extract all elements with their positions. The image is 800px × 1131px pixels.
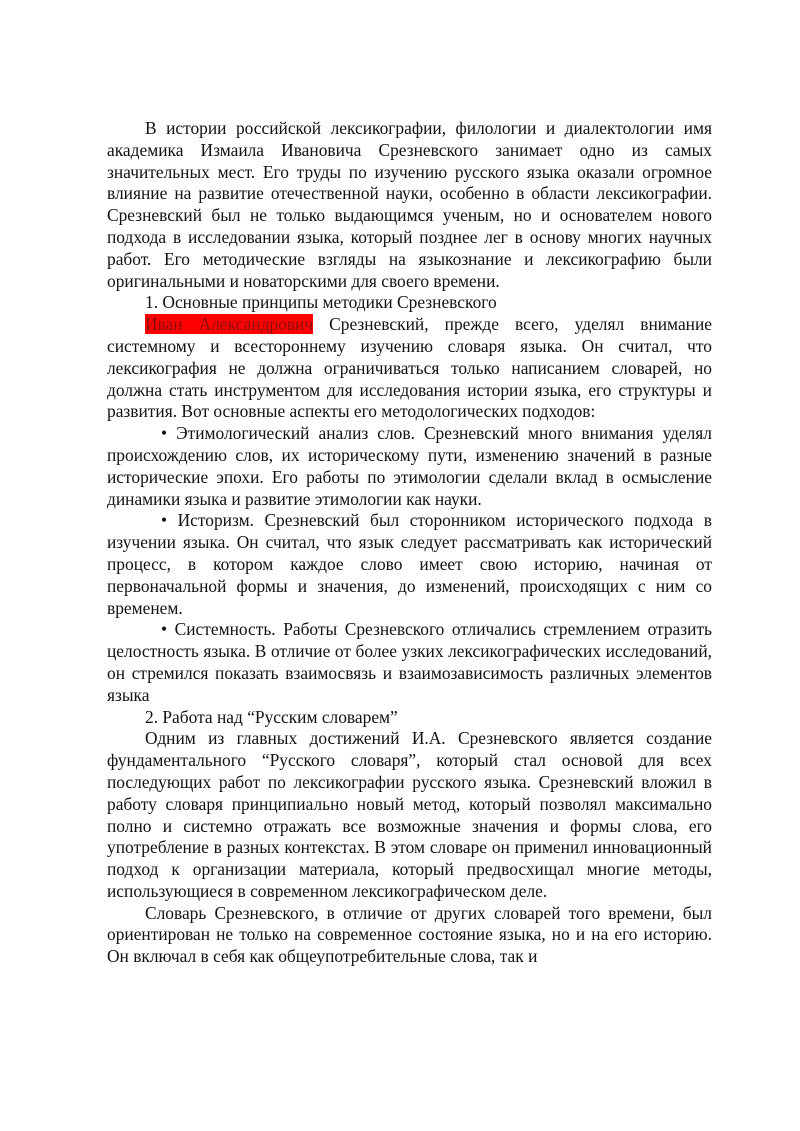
section-heading-1: 1. Основные принципы методики Срезневского — [145, 292, 497, 313]
bullet-historicism: • Историзм. Срезневский был сторонником исторического подхода в изучении языка. Он считал, что язык следует рассматривать как исторический процесс, в котором каждое слово имеет свою историю, начиная от первоначальной формы и значения, до изменений, происходящих с ним со временем. — [107, 510, 712, 618]
principles-paragraph — [107, 314, 712, 423]
document-page — [107, 118, 712, 968]
dictionary-paragraph: Одним из главных достижений И.А. Срезневского является создание фундаментального “Русского словаря”, который стал основой для всех последующих работ по лексикографии русского языка. Срезневский вложил в работу словаря принципиально новый метод, который позволял максимально полно и системно отражать все возможные значения и формы слова, его употребление в разных контекстах. В этом словаре он применил инновационный подход к организации материала, который предвосхищал многие методы, использующиеся в современном лексикографическом деле. — [107, 728, 712, 901]
section-heading-2: 2. Работа над “Русским словарем” — [145, 706, 398, 727]
intro-paragraph: В истории российской лексикографии, филологии и диалектологии имя академика Измаила Ивановича Срезневского занимает одно из самых значительных мест. Его труды по изучению русского языка оказали огромное влияние на развитие отечественной науки, особенно в области лексикографии. Срезневский был не только выдающимся ученым, но и основателем нового подхода в исследовании языка, который позднее лег в основу многих научных работ. Его методические взгляды на языкознание и лексикографию были оригинальными и новаторскими для своего времени. — [107, 118, 712, 291]
bullet-etymology: • Этимологический анализ слов. Срезневский много внимания уделял происхождению слов, их историческому пути, изменению значений в разные исторические эпохи. Его работы по этимологии сделали вклад в осмысление динамики языка и развитие этимологии как науки. — [107, 423, 712, 509]
bullet-systematicity: • Системность. Работы Срезневского отличались стремлением отразить целостность языка. В отличие от более узких лексикографических исследований, он стремился показать взаимосвязь и взаимозависимость различных элементов языка — [107, 619, 712, 705]
dictionary-history-paragraph: Словарь Срезневского, в отличие от других словарей того времени, был ориентирован не только на современное состояние языка, но и на его историю. Он включал в себя как общеупотребительные слова, так и — [107, 902, 712, 967]
highlighted-name: Иван Александрович — [145, 314, 314, 335]
principles-paragraph-text: Срезневский, прежде всего, уделял внимание системному и всестороннему изучению словаря языка. Он считал, что лексикография не должна ограничиваться только написанием словарей, но должна стать инструментом для исследования истории языка, его структуры и развития. Вот основные аспекты его методологических подходов: — [107, 314, 712, 422]
